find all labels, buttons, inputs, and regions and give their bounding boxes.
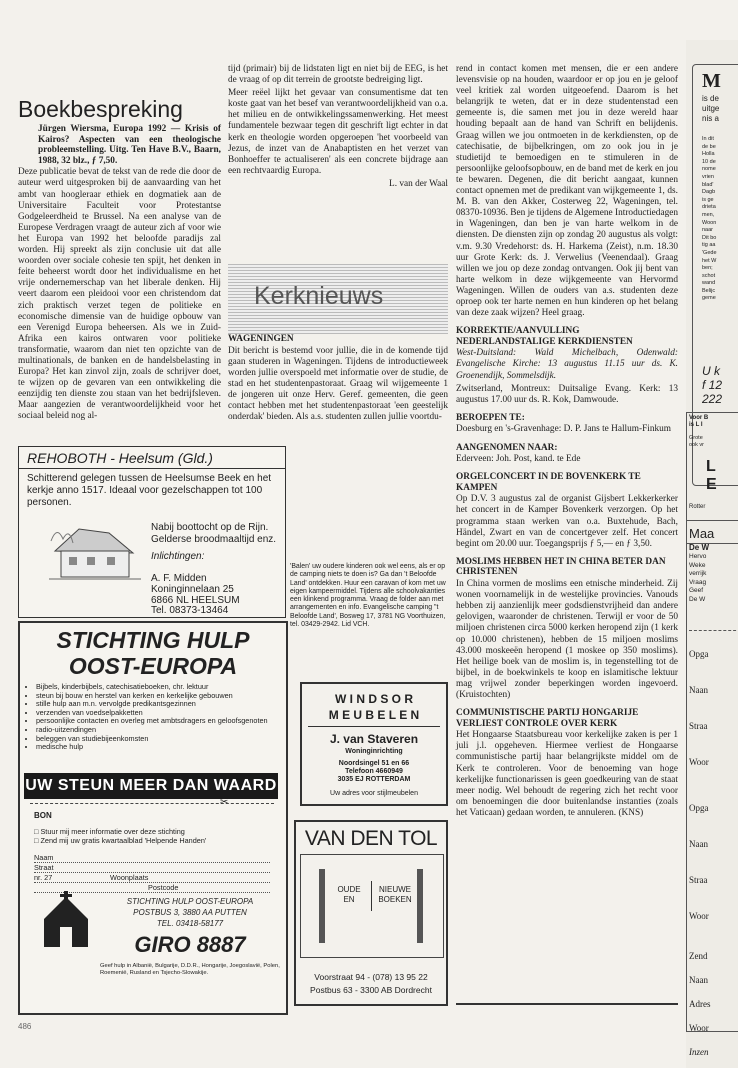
- edge-line: De W: [689, 595, 706, 603]
- rehoboth-title: REHOBOTH - Heelsum (Gld.): [19, 447, 285, 469]
- edge-line: is ge: [702, 196, 714, 203]
- moslims-body: In China vormen de moslims een etnische minderheid. Zij wonen voornamelijk in de westelijke provincies. Vanouds hebben zij aanzienlijk meer godsdienstvrijheid dan andere gelovigen, waaronder de christenen. Terwijl er voor de 50 miljoen christenen circa 5000 kerken heropend zijn (1 kerk op 10.000 christenen), hebben de 15 miljoen moslims 43.000 moskeeën heropend (1 moskee op 350 moslims). Het heilige boek van de moslim is, in tegenstelling tot de bijbel, in de boekwinkels te koop en islamitische lektuur mag vrijwel zonder beperkingen worden ingevoerd. (Kruistochten): [456, 579, 678, 700]
- edge-form-line: Adres: [689, 999, 711, 1009]
- korrektie-body-1: West-Duitsland: Wald Michelbach, Odenwald: Evangelische Kirche: 13 augustus 11.15 uur ds. K. Groenendijk, Sommelsdijk.: [456, 348, 678, 381]
- windsor-tagline: Uw adres voor stijlmeubelen: [330, 790, 418, 797]
- edge-price-3: 222: [702, 392, 723, 406]
- edge-line: geme: [702, 295, 716, 302]
- edge-form-line: Naan: [689, 685, 708, 695]
- edge-form-line: Zend: [689, 951, 708, 961]
- checkbox-icon[interactable]: □: [34, 836, 41, 845]
- vandentol-left-1: OUDE: [337, 885, 361, 894]
- windsor-title-2: M E U B E L E N: [328, 708, 420, 722]
- moslims-heading: MOSLIMS HEBBEN HET IN CHINA BETER DAN CHRISTENEN: [456, 556, 666, 578]
- stichting-footer: Geef hulp in Albanië, Bulgarije, D.D.R., Hongarije, Joegoslavië, Polen, Roemenië, Rusland en Tsjecho-Slowakije.: [100, 963, 280, 976]
- edge-line: Holla: [702, 151, 715, 158]
- hongarije-heading: COMMUNISTISCHE PARTIJ HONGARIJE VERLIEST CONTROLE OVER KERK: [456, 708, 639, 729]
- review-body-3: Meer reëel lijkt het gevaar van consumentisme dat ten koste gaat van het besef van verantwoordelijkheid van o.a. het milieu en de ontwikkelingssamenwerking. Het meest fundamentele bezwaar tegen dit geschrift ligt echter in dat kerk en theologie worden opgeroepen 'het voorbeeld van Jezus, de inzet van de Anabaptisten en het verzet van Bonhoeffer te actualiseren' als een concrete bijdrage aan een rechtvaardig Europa.: [228, 88, 448, 176]
- aangenomen-body: Ederveen: Joh. Post, kand. te Ede: [456, 454, 581, 465]
- coupon-naam-field[interactable]: [34, 853, 270, 863]
- coupon-straat-field[interactable]: [34, 863, 270, 873]
- edge-maa: Maa: [689, 526, 715, 541]
- edge-form-line: Opga: [689, 803, 709, 813]
- korrektie-heading: KORREKTIE/AANVULLING NEDERLANDSTALIGE KERKDIENSTEN: [456, 326, 633, 347]
- edge-voor: Voor B: [689, 415, 709, 421]
- edge-form: [689, 636, 711, 1064]
- edge-line: verrijk: [689, 570, 707, 577]
- beroepen-body: Doesburg en 's-Gravenhage: D. P. Jans te Hallum-Finkum: [456, 424, 672, 435]
- beroepen-heading: BEROEPEN TE:: [456, 412, 525, 423]
- rehoboth-line2: Gelderse broodmaaltijd enz.: [151, 534, 277, 545]
- scissors-icon: ✂: [220, 797, 229, 808]
- next-page-edge: [686, 40, 738, 1068]
- review-author: L. van der Waal: [389, 178, 448, 189]
- review-book-info: Jürgen Wiersma, Europa 1992 — Krisis of Kairos? Aspecten van een theologische probleemstelling. Uitg. Ten Have B.V., Baarn, 1988, 32 blz., ƒ 7,50.: [38, 124, 221, 166]
- vandentol-right-1: NIEUWE: [379, 885, 411, 894]
- review-title: Boekbespreking: [18, 96, 183, 122]
- edge-logo: M: [702, 70, 721, 92]
- stichting-title-2: OOST-EUROPA: [68, 653, 238, 679]
- edge-isl: is L I: [689, 422, 703, 428]
- windsor-title-1: W I N D S O R: [335, 692, 413, 706]
- checkbox-icon[interactable]: □: [34, 827, 41, 836]
- book-review-continued: [228, 64, 448, 190]
- rehoboth-line1: Nabij boottocht op de Rijn.: [151, 522, 269, 533]
- edge-ookv: ook vr: [689, 442, 704, 448]
- vandentol-title: VAN DEN TOL: [304, 827, 438, 850]
- coupon-option-1-label: Stuur mij meer informatie over deze stichting: [40, 827, 185, 836]
- kerknieuws-banner: [228, 264, 448, 334]
- stichting-title-1: STICHTING HULP: [56, 627, 250, 653]
- coupon-postcode-label: Postcode: [148, 883, 179, 892]
- korrektie-body-2: Zwitserland, Montreux: Duitsalige Evang. Kerk: 13 augustus 17.00 uur ds. R. Kok, Damwoude.: [456, 383, 678, 405]
- edge-dew: De W: [689, 543, 709, 552]
- edge-list: [689, 553, 706, 604]
- bullet-item: • steun bij bouw en herstel van kerken en kerkelijke gebouwen: [36, 692, 286, 701]
- edge-line: Weke: [689, 561, 706, 569]
- edge-form-line: Straa: [689, 875, 708, 885]
- rehoboth-street: Koninginnelaan 25: [151, 584, 234, 595]
- giro-number: GIRO 8887: [134, 932, 246, 957]
- edge-line: Woon: [702, 219, 717, 226]
- edge-form-line: Woor: [689, 1023, 709, 1033]
- windsor-address-2: Telefoon 4660949: [345, 768, 403, 775]
- stichting-bullet-list: [26, 683, 286, 752]
- edge-intro: [702, 94, 719, 124]
- edge-line: tig aa: [702, 242, 716, 249]
- edge-form-line: Naan: [689, 975, 708, 985]
- edge-line: Dit bo: [702, 234, 717, 241]
- wageningen-body: Dit bericht is bestemd voor jullie, die in de komende tijd gaan studeren in Wageningen. Tijdens de introductieweek worden jullie overspoeld met informatie over de studie, de stad en het studentenpastoraat. Graag wil wijgemeente 1 de jongeren uit onze Herv. Geref. gemeenten, die geen contact hebben met het studentenpastoraat 'een geestelijk onderdak' bieden. Als a.s. studenten zullen jullie voortdu-: [228, 345, 448, 423]
- stichting-ad: [18, 621, 288, 1015]
- camping-ad: 'Balen' uw oudere kinderen ook wel eens, als er op de camping niets te doen is? Ga dan 't Beloofde Land' ontdekken. Huur een caravan of kom met uw eigen kampeermiddel. Tijdens alle schoolvakanties een klinkend programma. Vraag de folder aan met arrangementen en info. Evangelische camping "t Beloofde Land', Bosweg 17, 3781 NG Voorthuizen, tel. 03429-2942. Lid VCH.: [290, 563, 446, 629]
- edge-form-line: Straa: [689, 721, 708, 731]
- coupon-woonplaats-label: Woonplaats: [110, 873, 149, 882]
- bullet-item: • Bijbels, kinderbijbels, catechisatieboeken, chr. lektuur: [36, 683, 286, 692]
- news-wageningen: [228, 334, 448, 425]
- vandentol-ad: [294, 820, 448, 1006]
- edge-line: uitge: [702, 104, 720, 113]
- edge-line: is de: [702, 94, 719, 103]
- church-logo-icon: [38, 891, 94, 951]
- bullet-item: • radio-uitzendingen: [36, 726, 286, 735]
- coupon-option-2[interactable]: [34, 836, 206, 845]
- column-end-rule: [456, 1003, 678, 1005]
- edge-price-1: U k: [702, 364, 720, 378]
- coupon-straat-label: Straat: [34, 863, 54, 872]
- rehoboth-city: 6866 NL HEELSUM: [151, 595, 240, 606]
- review-body-2: tijd (primair) bij de lidstaten ligt en niet bij de EEG, is het de vraag of op dit terrein de grootste bedreiging ligt.: [228, 64, 448, 86]
- vandentol-address-2: Postbus 63 - 3300 AB Dordrecht: [310, 985, 432, 995]
- edge-line: schot: [702, 272, 716, 279]
- coupon-nr-label: nr. 27: [34, 873, 53, 882]
- house-drawing: [49, 521, 141, 583]
- edge-line: Belijc: [702, 287, 716, 294]
- windsor-ad: [300, 682, 448, 806]
- windsor-sub: Woninginrichting: [345, 748, 403, 755]
- edge-form-line: Inzen: [689, 1047, 709, 1057]
- kerknieuws-title: Kerknieuws: [254, 282, 384, 310]
- edge-grote: Grote: [689, 435, 703, 441]
- vandentol-right-2: BOEKEN: [378, 895, 412, 904]
- coupon-naam-label: Naam: [34, 853, 54, 862]
- book-review: [18, 96, 221, 425]
- wageningen-body-continued: rend in contact komen met mensen, die er een andere levensvisie op na houden, waardoor er op jou en je geloof veel kritiek zal worden uitgeoefend. Daarom is het belangrijk te weten, dat er in deze studentenstad een gemeente is, die samen met jou in deze wereld haar houding bepaalt aan de hand van Schrift en belijdenis. Graag willen we jou ontmoeten in de kerkdiensten, op de catechisatie, de bijbelkringen, om zo ook jou in je studietijd te bemoedigen en te stimuleren in de persoonlijke geloofsopbouw, en de band met de kerk en jou te bewaren. Degenen, die dit bericht aangaat, kunnen contact opnemen met de predikant van wijkgemeente 1, ds. M. B. van den Akker, Costerweg 22, Wageningen, tel. 08370-10936. Ben je tijdens de Algemene Introductiedagen in Wageningen, dan ben je van harte welkom in de diensten. De diensten zijn op zondag 20 augustus als volgt: v.m. 9.30 Vredehorst: ds. H. Harkema (Zeist), n.m. 18.30 uur Grote Kerk: ds. J. Verwelius (Veenendaal). Graag willen we jou op deze zondag ontvangen. Ook jij bent van harte welkom in deze wijkgemeente van Hervormd Wageningen. Willen de ouders van a.s. studenten deze oproep ook ter harte nemen en hun kinderen op het belang van deze zaak wijzen? Heel graag.: [456, 64, 678, 319]
- edge-line: 10 de: [702, 158, 716, 165]
- edge-price-2: f 12: [702, 378, 723, 392]
- bullet-item: • persoonlijke contacten en overleg met ambtsdragers en geloofsgenoten: [36, 717, 286, 726]
- edge-line: blad': [702, 181, 714, 188]
- aangenomen-heading: AANGENOMEN NAAR:: [456, 442, 558, 453]
- coupon-option-1[interactable]: [34, 827, 185, 836]
- review-body-1: Deze publicatie bevat de tekst van de rede die door de auteur werd uitgesproken bij de aanvaarding van het ambt van hoogleraar ethiek en dogmatiek aan de Universitaire Faculteit voor Protestantse Godgeleerdheid te Brussel. Na een analyse van de Europese Verdragen vraagt de auteur zich af voor wie het Europa van 1992 het beloofde paradijs zal worden. Hij spreekt als zijn conclusie uit dat alle woorden over sociale cohesie ten spijt, het denken in feite beheerst wordt door het individualisme en het vrije ondernemerschap van het liberale denken. Hij veert daarom een pleidooi voor een christendom dat zich praktisch verzet tegen de politieke en economische dimensie van de huidige opbouw van een Verenigd Europa beheersen. Als we in Zuid-Afrika een kairos ontwaren voor politieke transformatie, waarom dan niet ten opzichte van de multinationals, de banken en de handelsbelasting in Europa? Het kan zinvol zijn, zoals de schrijver doet, te wijzen op de gevaren van een ontwikkeling die eenzijdig ten dienste zou staan van het bedrijfsleven. Maar aangezien de verantwoordelijkheid voor het sociaal beleid nog al-: [18, 167, 221, 422]
- coupon-form: [34, 853, 270, 893]
- bullet-item: • stille hulp aan m.n. vervolgde predikantsgezinnen: [36, 700, 286, 709]
- windsor-divider: [308, 726, 440, 727]
- edge-line: In dit: [702, 136, 714, 142]
- rehoboth-intro: Schitterend gelegen tussen de Heelsumse Beek en het kerkje anno 1517. Ideaal voor gezelschappen tot 100 personen.: [27, 473, 272, 508]
- edge-big-2: E: [706, 476, 717, 493]
- edge-line: Hervo: [689, 553, 707, 560]
- coupon-nr-field[interactable]: [34, 873, 270, 883]
- edge-small-text: [702, 136, 717, 303]
- edge-line: drieta: [702, 204, 716, 211]
- edge-form-line: Woor: [689, 757, 709, 767]
- orgel-heading: ORGELCONCERT IN DE BOVENKERK TE KAMPEN: [456, 472, 641, 493]
- vandentol-book-frame: [300, 854, 444, 958]
- edge-big-1: L: [706, 458, 716, 475]
- edge-form-line: Naan: [689, 839, 708, 849]
- edge-line: naar: [702, 227, 714, 234]
- edge-line: nis a: [702, 114, 719, 123]
- bullet-item: • beleggen van studiebijeenkomsten: [36, 735, 286, 744]
- stichting-address-3: TEL. 03418-58177: [156, 919, 224, 928]
- edge-cut-line: [689, 630, 738, 631]
- hongarije-body: Het Hongaarse Staatsbureau voor kerkelijke zaken is per 1 juli j.l. opgeheven. Hiermee verliest de Hongaarse communistische partij haar belangrijkste middel om de Kerk te controleren. Voor de benoeming van hoge kerkelijke functionarissen is geen goedkeuring van de staat meer nodig. Wel behoudt de regering zich het recht voor om benoemingen die door buitenlandse instanties (zoals het Vaticaan) gedaan worden, te annuleren. (KNS): [456, 730, 678, 818]
- edge-line: Vraag: [689, 578, 707, 586]
- wageningen-heading: WAGENINGEN: [228, 334, 294, 344]
- coupon-bon-label: BON: [34, 811, 52, 820]
- bullet-item: • verzenden van voedselpakketten: [36, 709, 286, 718]
- rehoboth-inlichtingen: Inlichtingen:: [151, 551, 205, 562]
- edge-line: Geef: [689, 587, 704, 594]
- stichting-address-1: STICHTING HULP OOST-EUROPA: [126, 897, 254, 906]
- rehoboth-ad: [18, 446, 286, 618]
- rehoboth-name: A. F. Midden: [151, 573, 207, 584]
- vandentol-left-2: EN: [343, 895, 355, 904]
- orgel-body: Op D.V. 3 augustus zal de organist Gijsbert Lekkerkerker het concert in de Kamper Bovenkerk verzorgen. Op het programma staan werken van o.a. Buxtehude, Bach, Händel, Zwart en van de concertgever zelf. Het concert begint om 20.00 uur. Toegangsprijs ƒ 5,— en ƒ 3,50.: [456, 494, 678, 549]
- windsor-address-3: 3035 EJ ROTTERDAM: [337, 776, 411, 783]
- windsor-address-1: Noordsingel 51 en 66: [338, 760, 410, 767]
- edge-form-line: Opga: [689, 649, 709, 659]
- edge-line: men,: [702, 211, 715, 218]
- edge-form-line: Woor: [689, 911, 709, 921]
- edge-line: ben;: [702, 265, 713, 272]
- edge-line: de be: [702, 143, 716, 150]
- edge-line: vrien: [702, 173, 714, 180]
- stichting-address-2: POSTBUS 3, 3880 AA PUTTEN: [133, 908, 247, 917]
- edge-line: het W: [702, 257, 717, 264]
- windsor-name: J. van Staveren: [329, 732, 419, 746]
- vandentol-divider: [371, 881, 372, 911]
- news-column: [456, 64, 678, 821]
- edge-price: [702, 364, 722, 406]
- rehoboth-tel: Tel. 08373-13464: [151, 605, 229, 616]
- coupon-cut-line: [30, 803, 274, 804]
- coupon-option-2-label: Zend mij uw gratis kwartaalblad 'Helpende Handen': [40, 836, 207, 845]
- stichting-banner: UW STEUN MEER DAN WAARD: [24, 773, 278, 799]
- bullet-item: • medische hulp: [36, 743, 286, 752]
- edge-line: wand: [702, 280, 716, 287]
- edge-line: nome: [702, 166, 716, 173]
- vandentol-address-1: Voorstraat 94 - (078) 13 95 22: [314, 972, 428, 982]
- page-number: 486: [18, 1022, 32, 1031]
- edge-line: 'Gede: [702, 249, 717, 256]
- edge-rotter: Rotter: [689, 504, 706, 510]
- edge-line: Dagb: [702, 189, 716, 196]
